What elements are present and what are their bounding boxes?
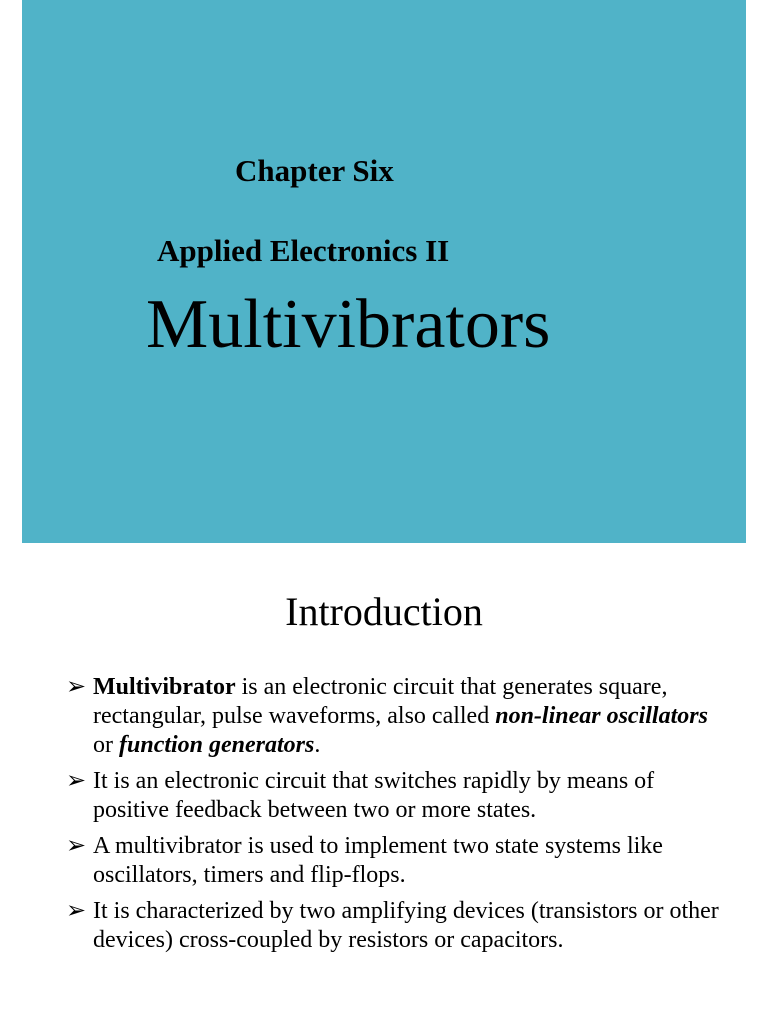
emphasis-non-linear-oscillators: non-linear oscillators [495, 703, 708, 729]
course-name: Applied Electronics II [157, 233, 450, 268]
slide-main-title: Multivibrators [146, 286, 551, 363]
introduction-slide [0, 543, 768, 1024]
bullet-item [66, 673, 726, 760]
arrow-bullet-icon: ➢ [66, 833, 87, 859]
term-multivibrator: Multivibrator [93, 674, 236, 700]
emphasis-function-generators: function generators [119, 732, 315, 758]
chapter-label: Chapter Six [235, 153, 394, 188]
arrow-bullet-icon: ➢ [66, 768, 87, 794]
arrow-bullet-icon: ➢ [66, 898, 87, 924]
bullet-text: It is an electronic circuit that switches rapidly by means of positive feedback between two or more states. [93, 768, 655, 823]
bullet-text: It is characterized by two amplifying devices (transistors or other devices) cross-coupled by resistors or capacitors. [93, 898, 719, 953]
bullet-text: . [314, 732, 321, 758]
introduction-heading: Introduction [285, 589, 483, 634]
bullet-list [66, 673, 726, 962]
bullet-text: A multivibrator is used to implement two state systems like oscillators, timers and flip-flops. [93, 833, 663, 888]
bullet-item [66, 832, 726, 890]
bullet-item [66, 767, 726, 825]
arrow-bullet-icon: ➢ [66, 674, 87, 700]
title-slide [22, 0, 746, 543]
bullet-text: is an electronic circuit that generates square, rectangular, pulse waveforms, also called [93, 674, 668, 729]
bullet-text: or [93, 732, 119, 758]
bullet-item [66, 897, 726, 955]
